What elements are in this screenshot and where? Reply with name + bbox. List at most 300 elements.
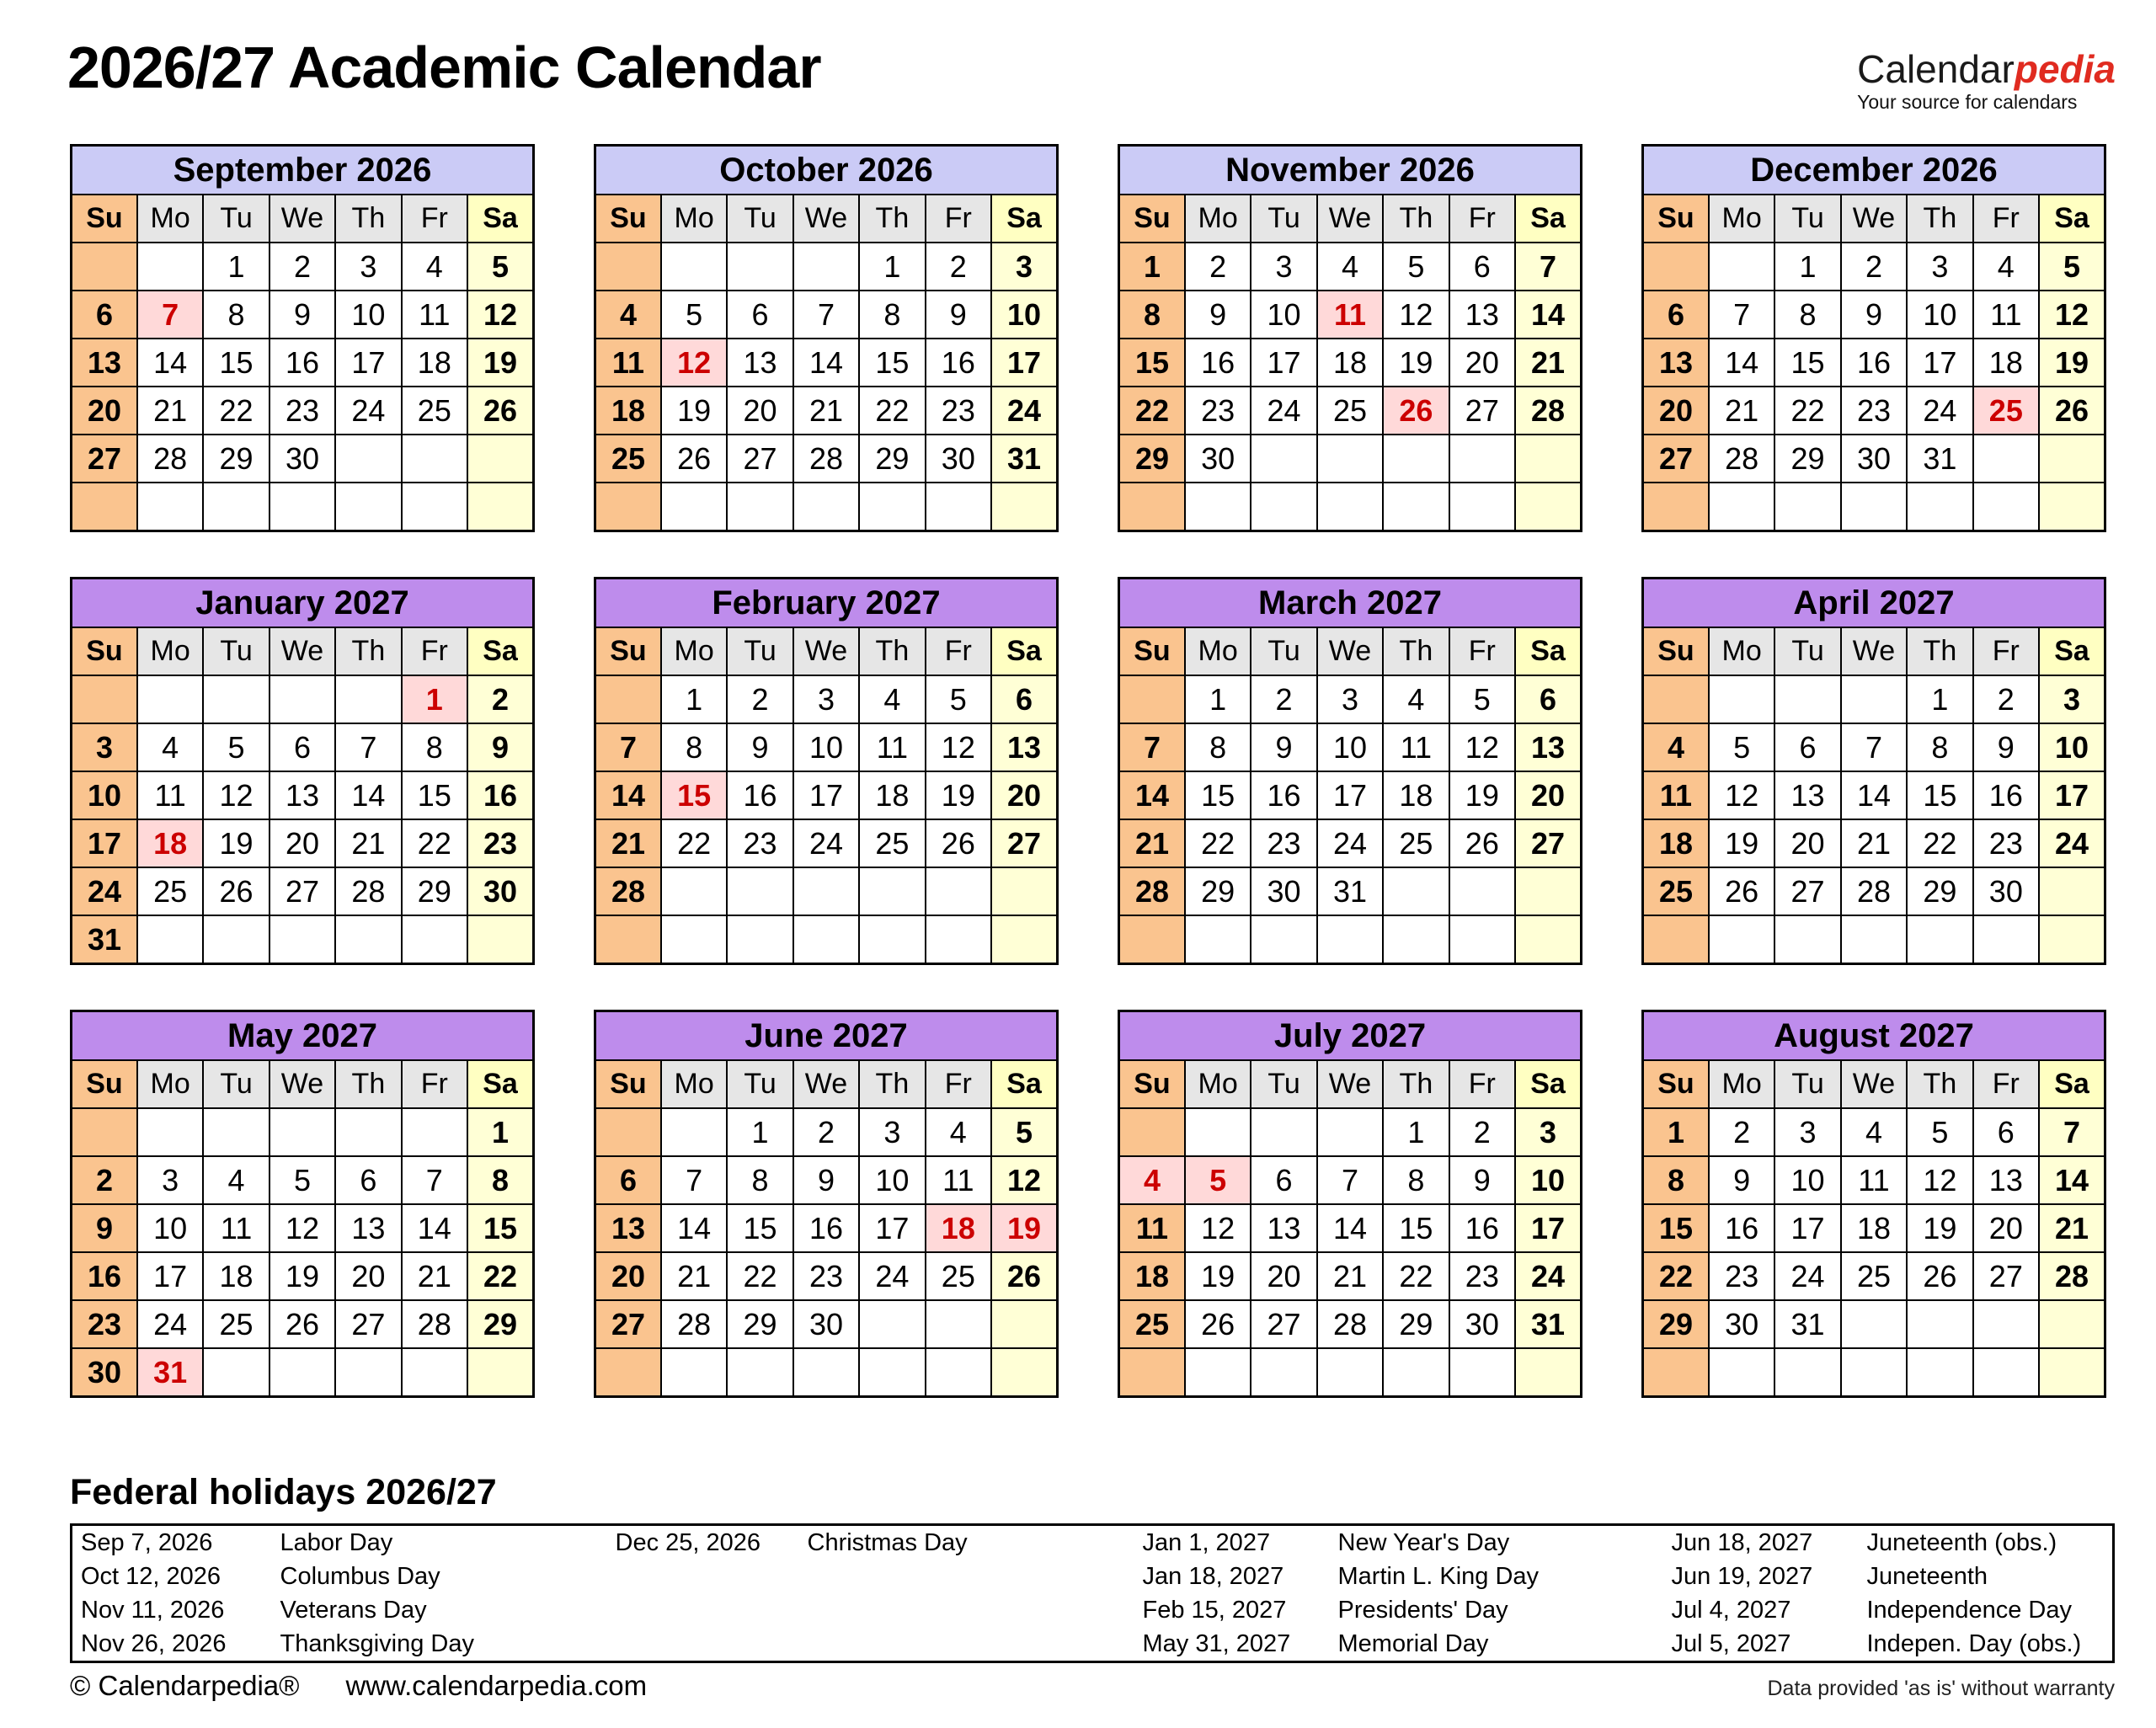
day-cell: 8 [661, 723, 727, 771]
day-cell: 18 [1383, 771, 1449, 819]
day-cell-empty [203, 915, 269, 964]
day-cell: 11 [402, 291, 467, 339]
day-cell: 28 [402, 1300, 467, 1348]
months-grid [70, 144, 2106, 1398]
day-cell-empty [1709, 483, 1774, 531]
footer-copyright [70, 1670, 647, 1702]
day-cell: 29 [859, 435, 925, 483]
day-cell-empty [270, 1108, 335, 1156]
day-cell: 7 [402, 1156, 467, 1204]
day-cell-empty [1383, 483, 1449, 531]
day-cell: 8 [203, 291, 269, 339]
day-cell-empty [1709, 1348, 1774, 1397]
day-cell: 23 [793, 1252, 859, 1300]
day-cell: 6 [727, 291, 792, 339]
weekday-header-fr: Fr [926, 627, 991, 675]
day-cell: 22 [467, 1252, 533, 1300]
day-cell: 21 [402, 1252, 467, 1300]
month-calendar-september-2026 [70, 144, 535, 532]
day-cell-empty [1643, 1348, 1709, 1397]
day-cell-empty [926, 1300, 991, 1348]
day-cell: 3 [991, 243, 1057, 291]
day-cell: 26 [270, 1300, 335, 1348]
federal-holidays-table [70, 1523, 2115, 1663]
day-cell-empty [1774, 675, 1840, 723]
day-cell: 28 [595, 867, 661, 915]
day-cell: 4 [859, 675, 925, 723]
day-cell: 25 [1841, 1252, 1907, 1300]
day-cell-empty [991, 1300, 1057, 1348]
day-cell: 26 [203, 867, 269, 915]
day-cell-empty [335, 1108, 401, 1156]
day-cell: 20 [1774, 819, 1840, 867]
month-title: January 2027 [72, 579, 534, 628]
day-cell: 31 [991, 435, 1057, 483]
day-cell: 8 [402, 723, 467, 771]
day-cell: 11 [926, 1156, 991, 1204]
day-cell: 27 [727, 435, 792, 483]
day-cell: 2 [793, 1108, 859, 1156]
day-cell: 15 [727, 1204, 792, 1252]
day-cell-empty [1119, 483, 1185, 531]
day-cell-empty [72, 243, 137, 291]
day-cell: 30 [1251, 867, 1316, 915]
day-cell-holiday: 15 [661, 771, 727, 819]
day-cell: 3 [335, 243, 401, 291]
day-cell-empty [1907, 915, 1972, 964]
weekday-header-th: Th [1907, 1060, 1972, 1108]
month-title: April 2027 [1643, 579, 2105, 628]
holiday-name [799, 1560, 1134, 1593]
weekday-header-tu: Tu [1774, 1060, 1840, 1108]
day-cell: 7 [661, 1156, 727, 1204]
weekday-header-fr: Fr [1449, 627, 1515, 675]
day-cell: 24 [1907, 387, 1972, 435]
day-cell-empty [727, 915, 792, 964]
day-cell: 16 [926, 339, 991, 387]
day-cell: 29 [1643, 1300, 1709, 1348]
day-cell: 31 [1317, 867, 1383, 915]
day-cell: 5 [1907, 1108, 1972, 1156]
month-title: November 2026 [1119, 146, 1582, 195]
day-cell-empty [1973, 483, 2039, 531]
weekday-header-we: We [270, 195, 335, 243]
weekday-header-we: We [1841, 627, 1907, 675]
day-cell: 26 [2039, 387, 2105, 435]
day-cell: 22 [1643, 1252, 1709, 1300]
day-cell: 26 [1449, 819, 1515, 867]
day-cell: 5 [2039, 243, 2105, 291]
day-cell: 5 [1709, 723, 1774, 771]
day-cell: 1 [467, 1108, 533, 1156]
weekday-header-tu: Tu [1774, 195, 1840, 243]
day-cell-empty [137, 675, 203, 723]
day-cell: 8 [467, 1156, 533, 1204]
day-cell: 28 [1841, 867, 1907, 915]
day-cell-empty [1119, 1108, 1185, 1156]
day-cell: 14 [595, 771, 661, 819]
holiday-date: Jun 19, 2027 [1671, 1562, 1813, 1590]
day-cell: 2 [1841, 243, 1907, 291]
day-cell-empty [1841, 1348, 1907, 1397]
weekday-header-th: Th [1383, 1060, 1449, 1108]
day-cell-empty [1841, 1300, 1907, 1348]
day-cell: 7 [2039, 1108, 2105, 1156]
holiday-name: New Year's Day [1337, 1528, 1510, 1556]
footer-row [70, 1670, 2115, 1702]
day-cell: 9 [72, 1204, 137, 1252]
day-cell-empty [467, 435, 533, 483]
day-cell: 5 [270, 1156, 335, 1204]
day-cell-empty [2039, 1348, 2105, 1397]
weekday-header-th: Th [335, 1060, 401, 1108]
day-cell-empty [926, 867, 991, 915]
day-cell: 23 [1185, 387, 1251, 435]
weekday-header-we: We [793, 195, 859, 243]
day-cell: 31 [72, 915, 137, 964]
day-cell: 1 [1185, 675, 1251, 723]
day-cell-empty [1449, 915, 1515, 964]
day-cell: 29 [727, 1300, 792, 1348]
day-cell-empty [2039, 867, 2105, 915]
day-cell: 23 [1841, 387, 1907, 435]
day-cell-empty [793, 483, 859, 531]
day-cell: 16 [1449, 1204, 1515, 1252]
day-cell: 14 [402, 1204, 467, 1252]
day-cell: 16 [1973, 771, 2039, 819]
website-link[interactable]: www.calendarpedia.com [345, 1670, 648, 1701]
day-cell: 21 [595, 819, 661, 867]
day-cell: 3 [859, 1108, 925, 1156]
day-cell-empty [859, 867, 925, 915]
day-cell: 16 [72, 1252, 137, 1300]
day-cell: 20 [335, 1252, 401, 1300]
day-cell: 8 [1383, 1156, 1449, 1204]
day-cell: 28 [661, 1300, 727, 1348]
day-cell: 2 [926, 243, 991, 291]
day-cell: 29 [467, 1300, 533, 1348]
day-cell: 26 [1907, 1252, 1972, 1300]
day-cell: 27 [1449, 387, 1515, 435]
day-cell: 23 [1973, 819, 2039, 867]
day-cell: 1 [1907, 675, 1972, 723]
day-cell: 20 [1643, 387, 1709, 435]
holiday-date: Jul 5, 2027 [1671, 1629, 1791, 1657]
day-cell-empty [991, 1348, 1057, 1397]
day-cell: 22 [859, 387, 925, 435]
holiday-name: Juneteenth [1866, 1562, 1988, 1590]
day-cell: 27 [1515, 819, 1581, 867]
day-cell: 7 [793, 291, 859, 339]
day-cell: 16 [1185, 339, 1251, 387]
day-cell-holiday: 12 [661, 339, 727, 387]
day-cell: 22 [402, 819, 467, 867]
day-cell: 28 [1515, 387, 1581, 435]
day-cell-empty [1185, 1108, 1251, 1156]
weekday-header-tu: Tu [203, 195, 269, 243]
day-cell: 16 [1251, 771, 1316, 819]
day-cell-empty [1907, 1300, 1972, 1348]
day-cell-empty [1774, 483, 1840, 531]
month-title: June 2027 [595, 1011, 1058, 1061]
day-cell: 19 [467, 339, 533, 387]
day-cell: 23 [270, 387, 335, 435]
day-cell: 12 [1907, 1156, 1972, 1204]
month-calendar-march-2027 [1118, 577, 1582, 965]
month-calendar-august-2027 [1641, 1010, 2106, 1398]
weekday-header-su: Su [1643, 1060, 1709, 1108]
day-cell-empty [1383, 435, 1449, 483]
day-cell-empty [1449, 435, 1515, 483]
day-cell: 22 [203, 387, 269, 435]
day-cell: 6 [1251, 1156, 1316, 1204]
month-title: September 2026 [72, 146, 534, 195]
holiday-date: Nov 26, 2026 [81, 1629, 227, 1657]
day-cell-empty [595, 243, 661, 291]
day-cell-empty [402, 1108, 467, 1156]
day-cell-empty [1251, 915, 1316, 964]
weekday-header-mo: Mo [1185, 195, 1251, 243]
day-cell: 26 [661, 435, 727, 483]
day-cell-empty [1973, 1300, 2039, 1348]
day-cell-empty [335, 1348, 401, 1397]
weekday-header-su: Su [595, 627, 661, 675]
day-cell-empty [1515, 483, 1581, 531]
day-cell-empty [1383, 915, 1449, 964]
holiday-date [607, 1593, 799, 1627]
weekday-header-tu: Tu [1251, 1060, 1316, 1108]
holiday-date [607, 1560, 799, 1593]
day-cell: 30 [72, 1348, 137, 1397]
day-cell-empty [595, 675, 661, 723]
weekday-header-su: Su [72, 195, 137, 243]
day-cell-empty [1251, 483, 1316, 531]
day-cell: 24 [859, 1252, 925, 1300]
weekday-header-tu: Tu [727, 1060, 792, 1108]
day-cell: 27 [1251, 1300, 1316, 1348]
holiday-name: Indepen. Day (obs.) [1866, 1629, 2082, 1657]
day-cell: 19 [203, 819, 269, 867]
day-cell: 13 [727, 339, 792, 387]
weekday-header-mo: Mo [661, 627, 727, 675]
day-cell-empty [1119, 915, 1185, 964]
day-cell-empty [1449, 867, 1515, 915]
day-cell-empty [335, 483, 401, 531]
day-cell: 3 [1515, 1108, 1581, 1156]
day-cell: 12 [2039, 291, 2105, 339]
weekday-header-we: We [1317, 1060, 1383, 1108]
day-cell: 30 [467, 867, 533, 915]
day-cell: 29 [203, 435, 269, 483]
weekday-header-mo: Mo [1709, 195, 1774, 243]
day-cell: 25 [595, 435, 661, 483]
month-calendar-october-2026 [594, 144, 1059, 532]
day-cell: 16 [467, 771, 533, 819]
day-cell: 23 [467, 819, 533, 867]
day-cell: 4 [595, 291, 661, 339]
day-cell: 5 [467, 243, 533, 291]
day-cell: 6 [991, 675, 1057, 723]
day-cell: 14 [1515, 291, 1581, 339]
day-cell: 1 [1383, 1108, 1449, 1156]
day-cell-empty [793, 243, 859, 291]
day-cell: 15 [1907, 771, 1972, 819]
day-cell: 8 [1774, 291, 1840, 339]
day-cell: 24 [2039, 819, 2105, 867]
day-cell: 24 [1317, 819, 1383, 867]
day-cell: 18 [1317, 339, 1383, 387]
day-cell-empty [1643, 483, 1709, 531]
day-cell-empty [727, 243, 792, 291]
day-cell: 2 [1709, 1108, 1774, 1156]
holiday-date [607, 1627, 799, 1662]
day-cell: 24 [1251, 387, 1316, 435]
day-cell: 17 [1515, 1204, 1581, 1252]
day-cell: 30 [1449, 1300, 1515, 1348]
day-cell: 24 [72, 867, 137, 915]
day-cell: 29 [1907, 867, 1972, 915]
month-title: July 2027 [1119, 1011, 1582, 1061]
day-cell: 22 [1774, 387, 1840, 435]
day-cell-empty [991, 915, 1057, 964]
day-cell-empty [1841, 483, 1907, 531]
weekday-header-we: We [1841, 195, 1907, 243]
month-title: March 2027 [1119, 579, 1582, 628]
weekday-header-sa: Sa [1515, 627, 1581, 675]
day-cell: 9 [1449, 1156, 1515, 1204]
day-cell: 2 [72, 1156, 137, 1204]
day-cell: 25 [402, 387, 467, 435]
day-cell: 1 [661, 675, 727, 723]
holidays-heading: Federal holidays 2026/27 [70, 1472, 497, 1512]
weekday-header-we: We [793, 627, 859, 675]
day-cell: 24 [991, 387, 1057, 435]
day-cell: 18 [595, 387, 661, 435]
weekday-header-we: We [1841, 1060, 1907, 1108]
weekday-header-we: We [1317, 195, 1383, 243]
day-cell: 14 [1709, 339, 1774, 387]
day-cell: 20 [72, 387, 137, 435]
day-cell: 11 [1841, 1156, 1907, 1204]
day-cell: 5 [661, 291, 727, 339]
day-cell: 23 [1449, 1252, 1515, 1300]
day-cell-empty [335, 675, 401, 723]
day-cell-holiday: 25 [1973, 387, 2039, 435]
day-cell: 15 [203, 339, 269, 387]
day-cell-empty [203, 483, 269, 531]
day-cell: 3 [137, 1156, 203, 1204]
day-cell: 21 [1841, 819, 1907, 867]
day-cell: 13 [335, 1204, 401, 1252]
holiday-name: Juneteenth (obs.) [1866, 1528, 2057, 1556]
day-cell: 27 [1774, 867, 1840, 915]
day-cell: 23 [1709, 1252, 1774, 1300]
day-cell: 12 [1185, 1204, 1251, 1252]
day-cell-empty [1185, 1348, 1251, 1397]
day-cell-empty [1709, 675, 1774, 723]
day-cell: 14 [2039, 1156, 2105, 1204]
day-cell: 6 [595, 1156, 661, 1204]
day-cell-empty [793, 1348, 859, 1397]
day-cell: 11 [1383, 723, 1449, 771]
day-cell: 12 [1709, 771, 1774, 819]
day-cell-empty [1973, 1348, 2039, 1397]
day-cell-empty [137, 243, 203, 291]
weekday-header-tu: Tu [1251, 627, 1316, 675]
day-cell-empty [1251, 1108, 1316, 1156]
day-cell: 8 [1907, 723, 1972, 771]
day-cell: 23 [72, 1300, 137, 1348]
day-cell: 14 [1119, 771, 1185, 819]
day-cell: 8 [859, 291, 925, 339]
month-calendar-february-2027 [594, 577, 1059, 965]
weekday-header-tu: Tu [1774, 627, 1840, 675]
day-cell-empty [1709, 915, 1774, 964]
day-cell: 18 [1973, 339, 2039, 387]
day-cell-empty [1907, 483, 1972, 531]
day-cell: 10 [1774, 1156, 1840, 1204]
day-cell: 2 [1251, 675, 1316, 723]
day-cell: 30 [793, 1300, 859, 1348]
day-cell: 20 [1515, 771, 1581, 819]
weekday-header-tu: Tu [203, 1060, 269, 1108]
weekday-header-sa: Sa [2039, 1060, 2105, 1108]
day-cell: 25 [1643, 867, 1709, 915]
day-cell-holiday: 5 [1185, 1156, 1251, 1204]
day-cell: 13 [595, 1204, 661, 1252]
day-cell: 14 [1317, 1204, 1383, 1252]
day-cell-empty [203, 675, 269, 723]
day-cell: 30 [926, 435, 991, 483]
weekday-header-su: Su [72, 1060, 137, 1108]
month-title: October 2026 [595, 146, 1058, 195]
day-cell-empty [72, 675, 137, 723]
holiday-name [799, 1593, 1134, 1627]
day-cell: 30 [1973, 867, 2039, 915]
day-cell: 4 [1317, 243, 1383, 291]
month-title: December 2026 [1643, 146, 2105, 195]
day-cell-empty [1774, 915, 1840, 964]
weekday-header-mo: Mo [1709, 627, 1774, 675]
day-cell: 25 [203, 1300, 269, 1348]
holiday-date: Jul 4, 2027 [1671, 1596, 1791, 1624]
day-cell: 9 [1709, 1156, 1774, 1204]
day-cell-holiday: 1 [402, 675, 467, 723]
day-cell: 30 [1185, 435, 1251, 483]
day-cell: 18 [402, 339, 467, 387]
day-cell-empty [1515, 867, 1581, 915]
day-cell-empty [270, 1348, 335, 1397]
day-cell-empty [1383, 867, 1449, 915]
day-cell: 6 [1643, 291, 1709, 339]
day-cell: 30 [1709, 1300, 1774, 1348]
holiday-name: Presidents' Day [1337, 1596, 1508, 1624]
weekday-header-fr: Fr [926, 1060, 991, 1108]
day-cell-holiday: 11 [1317, 291, 1383, 339]
day-cell-empty [2039, 915, 2105, 964]
day-cell: 17 [137, 1252, 203, 1300]
day-cell: 16 [793, 1204, 859, 1252]
weekday-header-mo: Mo [137, 627, 203, 675]
day-cell: 19 [1449, 771, 1515, 819]
day-cell: 21 [1709, 387, 1774, 435]
calendarpedia-logo[interactable] [1857, 49, 2116, 114]
day-cell: 29 [1185, 867, 1251, 915]
day-cell-empty [1449, 483, 1515, 531]
day-cell: 7 [1841, 723, 1907, 771]
weekday-header-mo: Mo [661, 1060, 727, 1108]
day-cell-empty [1119, 1348, 1185, 1397]
